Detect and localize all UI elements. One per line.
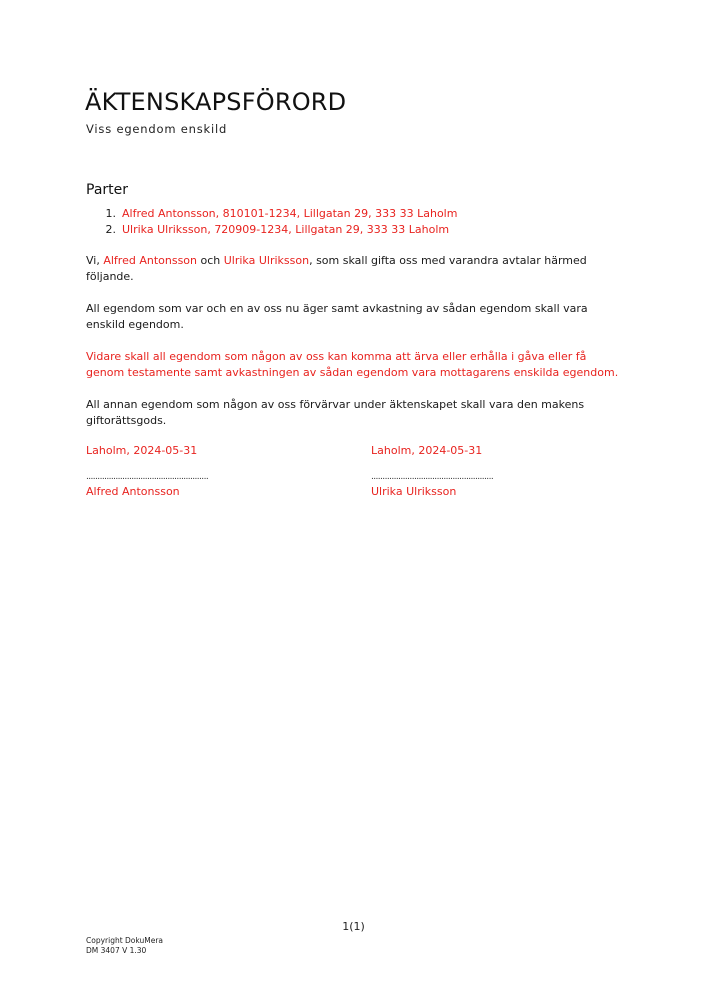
paragraph-inheritance: Vidare skall all egendom som någon av oss kan komma att ärva eller erhålla i gåva eller få genom testamente samt avkastningen av sådan egendom vara mottagarens enskilda egendom. bbox=[86, 350, 619, 379]
list-item bbox=[86, 222, 457, 238]
signature-block-2 bbox=[371, 443, 493, 500]
footer-copyright: Copyright DokuMera bbox=[86, 936, 164, 945]
party-name-1: Alfred Antonsson bbox=[103, 254, 197, 267]
paragraph-suffix: , som skall gifta oss med varandra avtalar härmed följande. bbox=[86, 254, 587, 283]
list-item-number: 2. bbox=[105, 223, 116, 236]
paragraph-prefix: Vi, bbox=[86, 254, 104, 267]
signature-date: Laholm, 2024-05-31 bbox=[371, 444, 483, 457]
list-item bbox=[86, 206, 457, 222]
signature-block-1 bbox=[86, 443, 208, 500]
document-subtitle: Viss egendom enskild bbox=[86, 122, 228, 136]
footer-version: DM 3407 V 1.30 bbox=[86, 946, 147, 955]
signature-name: Ulrika Ulriksson bbox=[371, 485, 457, 498]
list-item-number: 1. bbox=[105, 207, 116, 220]
signature-name: Alfred Antonsson bbox=[86, 485, 180, 498]
parties-list bbox=[86, 206, 457, 238]
signature-date: Laholm, 2024-05-31 bbox=[86, 444, 198, 457]
signature-line: ...................................................... bbox=[86, 472, 209, 482]
page-number: 1(1) bbox=[342, 920, 365, 933]
footer bbox=[86, 936, 163, 956]
paragraph-other-property: All annan egendom som någon av oss förvärvar under äktenskapet skall vara den makens giftorättsgods. bbox=[86, 398, 585, 427]
paragraph-middle: och bbox=[197, 254, 224, 267]
party-text: Alfred Antonsson, 810101-1234, Lillgatan 29, 333 33 Laholm bbox=[122, 207, 458, 220]
paragraph-agreement bbox=[86, 253, 626, 285]
paragraph-current-property: All egendom som var och en av oss nu äger samt avkastning av sådan egendom skall vara enskild egendom. bbox=[86, 302, 588, 331]
signature-line: ...................................................... bbox=[371, 472, 494, 482]
party-name-2: Ulrika Ulriksson bbox=[223, 254, 310, 267]
party-text: Ulrika Ulriksson, 720909-1234, Lillgatan 29, 333 33 Laholm bbox=[122, 223, 450, 236]
section-heading-parties: Parter bbox=[86, 182, 129, 198]
document-title: ÄKTENSKAPSFÖRORD bbox=[85, 88, 347, 116]
